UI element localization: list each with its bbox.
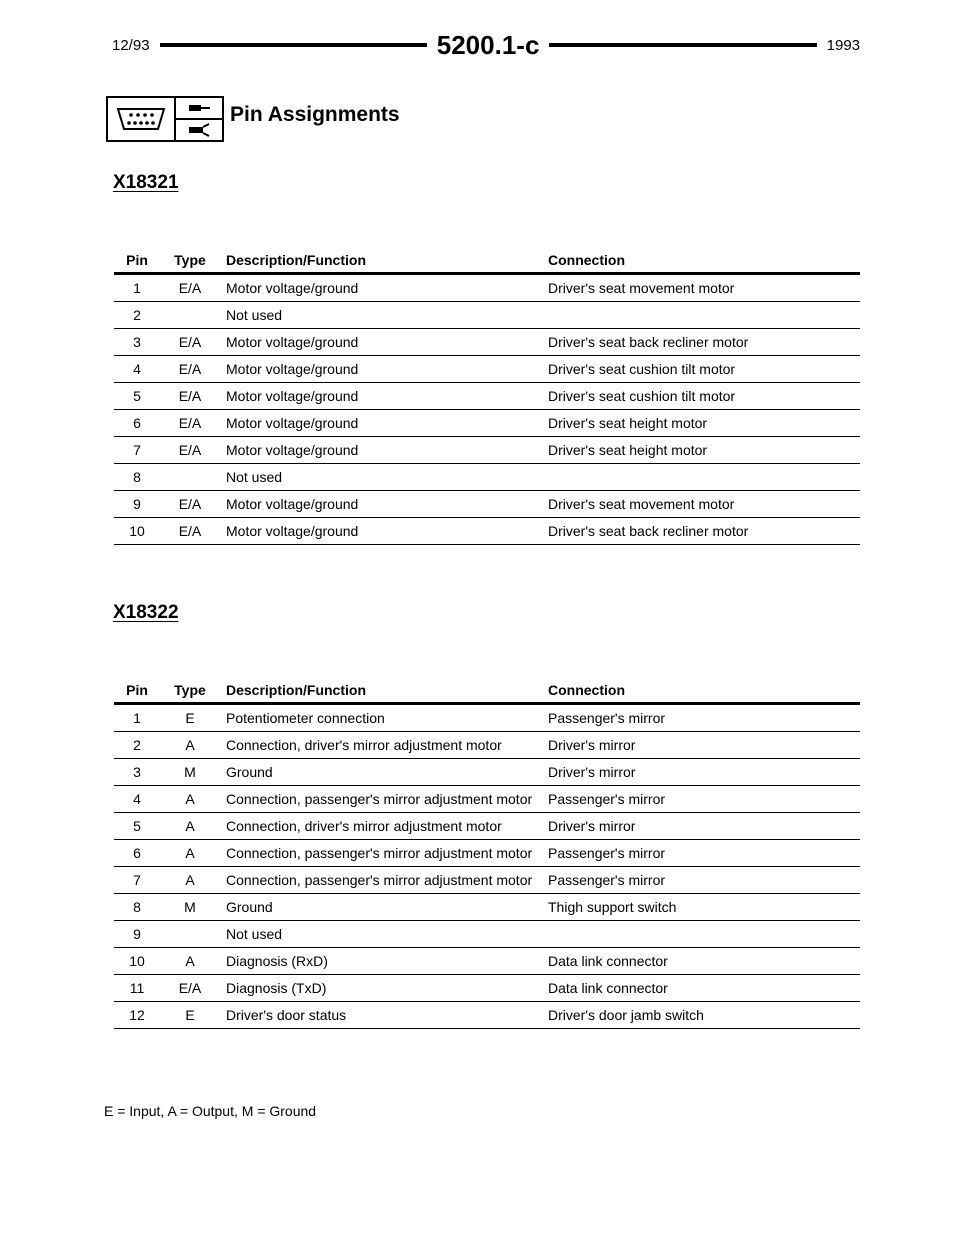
- table-row: [114, 867, 860, 894]
- type-cell: E/A: [160, 518, 220, 545]
- description-cell: Ground: [220, 759, 548, 786]
- connection-cell: Driver's seat back recliner motor: [548, 329, 860, 356]
- table-row: [114, 302, 860, 329]
- connector-id: X18322: [113, 602, 179, 623]
- connection-cell: Driver's seat cushion tilt motor: [548, 383, 860, 410]
- pin-cell: 8: [114, 894, 160, 921]
- connection-cell: Driver's seat height motor: [548, 410, 860, 437]
- connection-cell: Data link connector: [548, 975, 860, 1002]
- description-cell: Connection, passenger's mirror adjustment motor: [220, 867, 548, 894]
- table-row: [114, 329, 860, 356]
- connection-cell: Driver's mirror: [548, 732, 860, 759]
- description-cell: Not used: [220, 302, 548, 329]
- table-row: [114, 518, 860, 545]
- table-row: [114, 948, 860, 975]
- table-row: [114, 759, 860, 786]
- connection-cell: Driver's seat movement motor: [548, 274, 860, 302]
- pin-cell: 8: [114, 464, 160, 491]
- connection-cell: Driver's mirror: [548, 759, 860, 786]
- type-cell: E/A: [160, 491, 220, 518]
- type-cell: [160, 921, 220, 948]
- pin-cell: 9: [114, 921, 160, 948]
- description-cell: Motor voltage/ground: [220, 383, 548, 410]
- table-row: [114, 813, 860, 840]
- description-cell: Motor voltage/ground: [220, 329, 548, 356]
- table-row: [114, 921, 860, 948]
- type-cell: A: [160, 732, 220, 759]
- pin-cell: 5: [114, 813, 160, 840]
- pin-table: [114, 246, 860, 545]
- column-header-pin: Pin: [114, 676, 160, 704]
- pin-cell: 3: [114, 329, 160, 356]
- description-cell: Motor voltage/ground: [220, 356, 548, 383]
- title-row: [106, 96, 400, 142]
- type-cell: E/A: [160, 410, 220, 437]
- connection-cell: Passenger's mirror: [548, 840, 860, 867]
- connection-cell: Passenger's mirror: [548, 704, 860, 732]
- type-cell: A: [160, 867, 220, 894]
- type-cell: E/A: [160, 975, 220, 1002]
- pin-cell: 9: [114, 491, 160, 518]
- header-rule-left: [160, 43, 427, 47]
- pin-cell: 5: [114, 383, 160, 410]
- pin-cell: 7: [114, 437, 160, 464]
- type-cell: A: [160, 840, 220, 867]
- pin-cell: 6: [114, 840, 160, 867]
- connection-cell: Driver's seat height motor: [548, 437, 860, 464]
- type-cell: A: [160, 948, 220, 975]
- table-header-row: [114, 676, 860, 704]
- pin-cell: 4: [114, 356, 160, 383]
- connection-cell: Passenger's mirror: [548, 786, 860, 813]
- description-cell: Motor voltage/ground: [220, 410, 548, 437]
- description-cell: Motor voltage/ground: [220, 437, 548, 464]
- table-row: [114, 410, 860, 437]
- pin-cell: 7: [114, 867, 160, 894]
- table-row: [114, 894, 860, 921]
- connection-cell: Passenger's mirror: [548, 867, 860, 894]
- description-cell: Motor voltage/ground: [220, 274, 548, 302]
- column-header-description: Description/Function: [220, 246, 548, 274]
- table-row: [114, 840, 860, 867]
- type-cell: E: [160, 1002, 220, 1029]
- pin-female-icon: [176, 120, 222, 140]
- table-row: [114, 704, 860, 732]
- type-cell: A: [160, 813, 220, 840]
- pin-cell: 11: [114, 975, 160, 1002]
- column-header-type: Type: [160, 676, 220, 704]
- description-cell: Motor voltage/ground: [220, 491, 548, 518]
- table-row: [114, 975, 860, 1002]
- connection-cell: [548, 921, 860, 948]
- column-header-connection: Connection: [548, 676, 860, 704]
- description-cell: Connection, driver's mirror adjustment motor: [220, 732, 548, 759]
- description-cell: Connection, passenger's mirror adjustment motor: [220, 840, 548, 867]
- pin-cell: 2: [114, 302, 160, 329]
- type-cell: [160, 302, 220, 329]
- pin-cell: 1: [114, 704, 160, 732]
- table-row: [114, 786, 860, 813]
- page-title: Pin Assignments: [230, 103, 400, 126]
- table-row: [114, 274, 860, 302]
- pin-male-icon: [176, 98, 222, 120]
- pin-cell: 2: [114, 732, 160, 759]
- description-cell: Potentiometer connection: [220, 704, 548, 732]
- connection-cell: Driver's seat back recliner motor: [548, 518, 860, 545]
- type-cell: M: [160, 894, 220, 921]
- connection-cell: [548, 302, 860, 329]
- type-cell: E/A: [160, 274, 220, 302]
- type-cell: M: [160, 759, 220, 786]
- pin-cell: 4: [114, 786, 160, 813]
- type-cell: A: [160, 786, 220, 813]
- connection-cell: Driver's mirror: [548, 813, 860, 840]
- document-code: 5200.1-c: [436, 29, 540, 60]
- description-cell: Not used: [220, 921, 548, 948]
- description-cell: Ground: [220, 894, 548, 921]
- table-header-row: [114, 246, 860, 274]
- table-row: [114, 732, 860, 759]
- connection-cell: Thigh support switch: [548, 894, 860, 921]
- pin-cell: 12: [114, 1002, 160, 1029]
- header-rule-right: [549, 43, 816, 47]
- connection-cell: Driver's door jamb switch: [548, 1002, 860, 1029]
- table-row: [114, 383, 860, 410]
- type-cell: E: [160, 704, 220, 732]
- pin-cell: 3: [114, 759, 160, 786]
- header-date: 12/93: [112, 36, 150, 54]
- type-cell: [160, 464, 220, 491]
- type-cell: E/A: [160, 356, 220, 383]
- table-row: [114, 464, 860, 491]
- column-header-description: Description/Function: [220, 676, 548, 704]
- pin-table: [114, 676, 860, 1029]
- table-row: [114, 491, 860, 518]
- pin-cell: 10: [114, 518, 160, 545]
- connection-cell: Driver's seat cushion tilt motor: [548, 356, 860, 383]
- description-cell: Driver's door status: [220, 1002, 548, 1029]
- type-cell: E/A: [160, 329, 220, 356]
- column-header-connection: Connection: [548, 246, 860, 274]
- type-cell: E/A: [160, 437, 220, 464]
- connector-id: X18321: [113, 172, 179, 193]
- type-legend-footnote: E = Input, A = Output, M = Ground: [104, 1103, 317, 1119]
- connection-cell: Driver's seat movement motor: [548, 491, 860, 518]
- connection-cell: Data link connector: [548, 948, 860, 975]
- table-row: [114, 437, 860, 464]
- page-header: [112, 30, 860, 60]
- pin-cell: 10: [114, 948, 160, 975]
- table-row: [114, 356, 860, 383]
- description-cell: Diagnosis (RxD): [220, 948, 548, 975]
- description-cell: Diagnosis (TxD): [220, 975, 548, 1002]
- header-year: 1993: [826, 36, 861, 54]
- type-cell: E/A: [160, 383, 220, 410]
- description-cell: Connection, driver's mirror adjustment motor: [220, 813, 548, 840]
- table-row: [114, 1002, 860, 1029]
- connector-icon: [106, 96, 176, 142]
- connection-cell: [548, 464, 860, 491]
- pin-cell: 6: [114, 410, 160, 437]
- column-header-type: Type: [160, 246, 220, 274]
- description-cell: Not used: [220, 464, 548, 491]
- description-cell: Motor voltage/ground: [220, 518, 548, 545]
- pin-cell: 1: [114, 274, 160, 302]
- column-header-pin: Pin: [114, 246, 160, 274]
- description-cell: Connection, passenger's mirror adjustment motor: [220, 786, 548, 813]
